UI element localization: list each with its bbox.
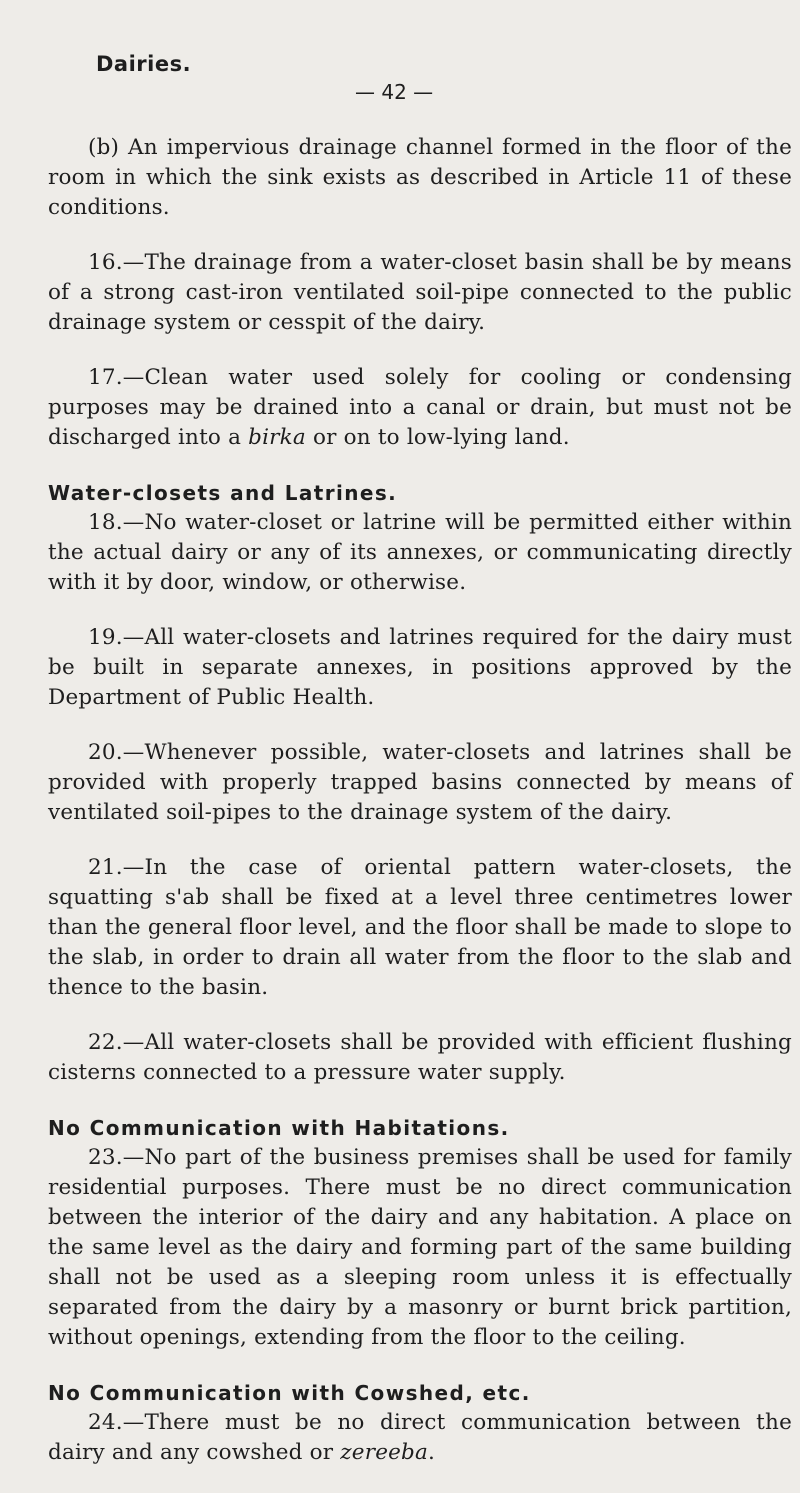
clause-19-text: All water-closets and latrines required for the dairy must be built in separate annexes, in positions approved by the Department of Public Health.: [48, 625, 792, 710]
clause-23-text: No part of the business premises shall be used for family residential purposes. There must be no direct communication between the interior of the dairy and any habitation. A place on the same level as the dairy and forming part of the same building shall not be used as a sleeping room unless it is effectually separated from the dairy by a masonry or burnt brick partition, without openings, extending from the floor to the ceiling.: [48, 1145, 792, 1350]
running-title: Dairies.: [96, 52, 192, 76]
clause-22-number: 22.—: [88, 1030, 145, 1055]
clause-24-italic-term: zereeba: [340, 1440, 429, 1465]
clause-18-paragraph: [48, 508, 792, 598]
clause-18-number: 18.—: [88, 510, 145, 535]
clause-20-number: 20.—: [88, 740, 145, 765]
page-number: — 42 —: [355, 80, 434, 104]
section-heading-habitations: No Communication with Habitations.: [48, 1116, 510, 1140]
clause-23-number: 23.—: [88, 1145, 145, 1170]
clause-17-text-after: or on to low-lying land.: [305, 425, 570, 450]
clause-22-text: All water-closets shall be provided with efficient flushing cisterns connected to a pressure water supply.: [48, 1030, 792, 1085]
clause-17-number: 17.—: [88, 365, 145, 390]
clause-22-paragraph: [48, 1028, 792, 1088]
clause-16-number: 16.—: [88, 250, 145, 275]
clause-16-text: The drainage from a water-closet basin shall be by means of a strong cast-iron ventilated soil-pipe connected to the public drainage system or cesspit of the dairy.: [48, 250, 792, 335]
clause-23-paragraph: [48, 1143, 792, 1353]
section-heading-water-closets: Water-closets and Latrines.: [48, 481, 398, 505]
item-b-paragraph: [48, 133, 792, 223]
section-heading-cowshed: No Communication with Cowshed, etc.: [48, 1381, 531, 1405]
clause-17-paragraph: [48, 363, 792, 453]
clause-20-paragraph: [48, 738, 792, 828]
item-b-label: (b): [88, 135, 120, 160]
clause-24-number: 24.—: [88, 1410, 145, 1435]
clause-19-number: 19.—: [88, 625, 145, 650]
clause-24-paragraph: [48, 1408, 792, 1468]
clause-17-italic-term: birka: [248, 425, 306, 450]
clause-24-text-after: .: [428, 1440, 436, 1465]
clause-19-paragraph: [48, 623, 792, 713]
clause-24-text-before: There must be no direct communication between the dairy and any cowshed or: [48, 1410, 792, 1465]
body-text: [48, 133, 792, 1493]
clause-17-text-before: Clean water used solely for cooling or condensing purposes may be drained into a canal or drain, but must not be discharged into a: [48, 365, 792, 450]
clause-16-paragraph: [48, 248, 792, 338]
clause-20-text: Whenever possible, water-closets and latrines shall be provided with properly trapped basins connected by means of ventilated soil-pipes to the drainage system of the dairy.: [48, 740, 792, 825]
clause-21-number: 21.—: [88, 855, 145, 880]
item-b-text: An impervious drainage channel formed in the floor of the room in which the sink exists as described in Article 11 of these conditions.: [48, 135, 792, 220]
clause-18-text: No water-closet or latrine will be permitted either within the actual dairy or any of its annexes, or communicating directly with it by door, window, or otherwise.: [48, 510, 792, 595]
clause-21-text: In the case of oriental pattern water-closets, the squatting s'ab shall be fixed at a level three centimetres lower than the general floor level, and the floor shall be made to slope to the slab, in order to drain all water from the floor to the slab and thence to the basin.: [48, 855, 792, 1000]
clause-21-paragraph: [48, 853, 792, 1003]
